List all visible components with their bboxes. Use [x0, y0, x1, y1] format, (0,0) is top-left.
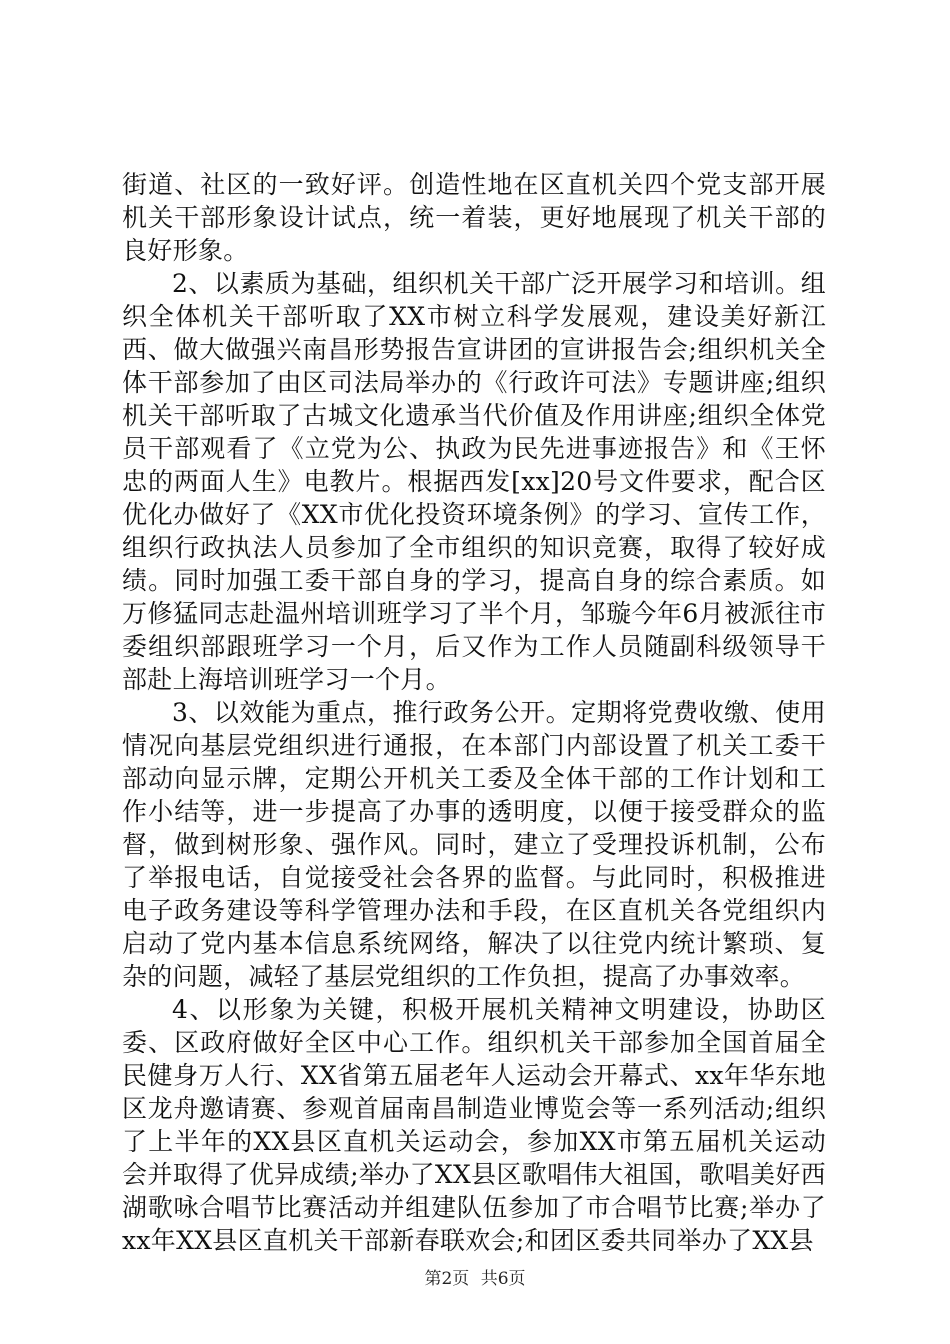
document-body: [122, 168, 826, 1257]
total-pages: 共6页: [480, 1269, 526, 1289]
paragraph-2: 2、以素质为基础，组织机关干部广泛开展学习和培训。组织全体机关干部听取了XX市树立科学发展观，建设美好新江西、做大做强兴南昌形势报告宣讲团的宣讲报告会;组织机关全体干部参加了由区司法局举办的《行政许可法》专题讲座;组织机关干部听取了古城文化遗承当代价值及作用讲座;组织全体党员干部观看了《立党为公、执政为民先进事迹报告》和《王怀忠的两面人生》电教片。根据西发[xx]20号文件要求，配合区优化办做好了《XX市优化投资环境条例》的学习、宣传工作，组织行政执法人员参加了全市组织的知识竞赛，取得了较好成绩。同时加强工委干部自身的学习，提高自身的综合素质。如万修猛同志赴温州培训班学习了半个月，邹璇今年6月被派往市委组织部跟班学习一个月，后又作为工作人员随副科级领导干部赴上海培训班学习一个月。: [122, 269, 826, 694]
page-number: 第2页: [424, 1269, 470, 1289]
page-footer: [0, 1267, 950, 1291]
paragraph-4: 4、以形象为关键，积极开展机关精神文明建设，协助区委、区政府做好全区中心工作。组织机关干部参加全国首届全民健身万人行、XX省第五届老年人运动会开幕式、xx年华东地区龙舟邀请赛、参观首届南昌制造业博览会等一系列活动;组织了上半年的XX县区直机关运动会，参加XX市第五届机关运动会并取得了优异成绩;举办了XX县区歌唱伟大祖国，歌唱美好西湖歌咏合唱节比赛活动并组建队伍参加了市合唱节比赛;举办了xx年XX县区直机关干部新春联欢会;和团区委共同举办了XX县: [122, 995, 826, 1255]
paragraph-3: 3、以效能为重点，推行政务公开。定期将党费收缴、使用情况向基层党组织进行通报，在本部门内部设置了机关工委干部动向显示牌，定期公开机关工委及全体干部的工作计划和工作小结等，进一步提高了办事的透明度，以便于接受群众的监督，做到树形象、强作风。同时，建立了受理投诉机制，公布了举报电话，自觉接受社会各界的监督。与此同时，积极推进电子政务建设等科学管理办法和手段，在区直机关各党组织内启动了党内基本信息系统网络，解决了以往党内统计繁琐、复杂的问题，减轻了基层党组织的工作负担，提高了办事效率。: [122, 698, 826, 991]
paragraph-1: 街道、社区的一致好评。创造性地在区直机关四个党支部开展机关干部形象设计试点，统一着装，更好地展现了机关干部的良好形象。: [122, 170, 826, 265]
